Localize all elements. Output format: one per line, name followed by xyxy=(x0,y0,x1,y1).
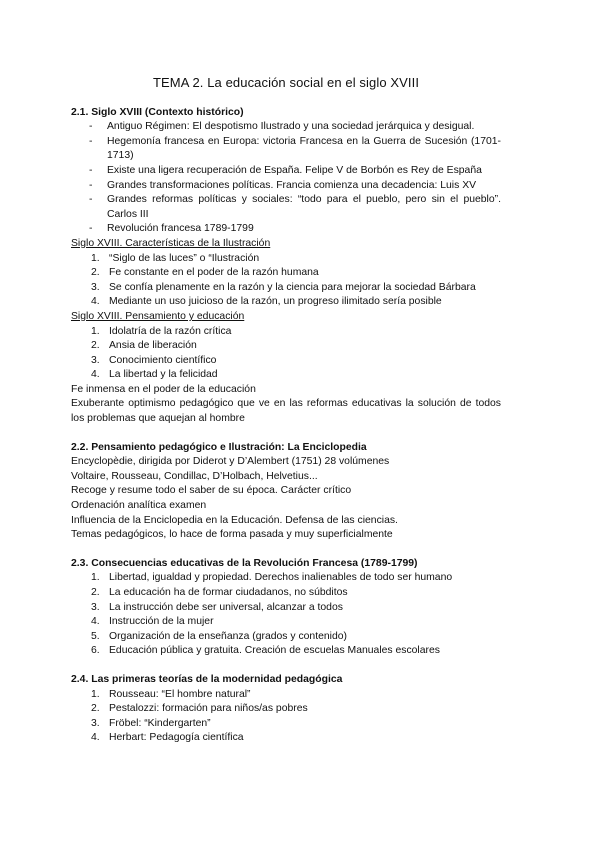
list-item: 6. Educación pública y gratuita. Creación de escuelas Manuales escolares xyxy=(91,645,440,657)
list-item: 2. La educación ha de formar ciudadanos, no súbditos xyxy=(91,587,348,598)
page-title: TEMA 2. La educación social en el siglo XVIII xyxy=(152,75,420,90)
ilustracion-list xyxy=(71,252,501,310)
list-item: 1. Idolatría de la razón crítica xyxy=(91,325,232,337)
subheading-pensamiento: Siglo XVIII. Pensamiento y educación xyxy=(71,310,245,322)
list-item: - Grandes transformaciones políticas. Francia comienza una decadencia: Luis XV xyxy=(71,179,501,194)
paragraph: Recoge y resume todo el saber de su época. Carácter crítico xyxy=(71,485,352,497)
list-item: 2. Fe constante en el poder de la razón humana xyxy=(91,267,319,279)
paragraph: Fe inmensa en el poder de la educación xyxy=(71,383,256,395)
paragraph: Exuberante optimismo pedagógico que ve en las reformas educativas la solución de todos los problemas que aquejan al hombre xyxy=(71,398,501,425)
pensamiento-list xyxy=(71,325,501,383)
list-item: 2. Pestalozzi: formación para niños/as pobres xyxy=(91,703,308,715)
section-heading: 2.4. Las primeras teorías de la modernidad pedagógica xyxy=(71,673,343,685)
teorias-list xyxy=(71,688,501,746)
list-item: 3. Se confía plenamente en la razón y la ciencia para mejorar la sociedad Bárbara xyxy=(91,281,476,293)
paragraph: Ordenación analítica examen xyxy=(71,500,207,512)
list-item: - Hegemonía francesa en Europa: victoria Francesa en la Guerra de Sucesión (1701-1713) xyxy=(71,135,501,164)
paragraph: Voltaire, Rousseau, Condillac, D’Holbach, Helvetius... xyxy=(71,470,318,482)
revolucion-list xyxy=(71,571,501,659)
paragraph: Influencia de la Enciclopedia en la Educación. Defensa de las ciencias. xyxy=(71,514,398,526)
list-item: 5. Organización de la enseñanza (grados y contenido) xyxy=(91,630,347,642)
section-2-2 xyxy=(71,441,501,543)
list-item: 1. Rousseau: “El hombre natural” xyxy=(91,688,251,700)
paragraph: Encyclopèdie, dirigida por Diderot y D’Alembert (1751) 28 volúmenes xyxy=(71,456,390,468)
list-item: 3. Conocimiento científico xyxy=(91,354,217,366)
list-item: 2. Ansia de liberación xyxy=(91,340,197,352)
section-heading: 2.1. Siglo XVIII (Contexto histórico) xyxy=(71,106,244,118)
list-item: 3. La instrucción debe ser universal, alcanzar a todos xyxy=(91,601,343,613)
section-heading: 2.3. Consecuencias educativas de la Revolución Francesa (1789-1799) xyxy=(71,557,418,569)
section-2-3 xyxy=(71,557,501,659)
list-item: - Existe una ligera recuperación de España. Felipe V de Borbón es Rey de España xyxy=(71,164,501,179)
section-heading: 2.2. Pensamiento pedagógico e Ilustración: La Enciclopedia xyxy=(71,441,367,453)
document-page xyxy=(71,76,501,760)
section-2-4 xyxy=(71,673,501,746)
list-item: 4. La libertad y la felicidad xyxy=(91,369,218,381)
list-item: - Antiguo Régimen: El despotismo Ilustrado y una sociedad jerárquica y desigual. xyxy=(71,120,501,135)
list-item: 4. Herbart: Pedagogía científica xyxy=(91,732,244,744)
list-item: 4. Mediante un uso juicioso de la razón, un progreso ilimitado sería posible xyxy=(91,296,442,308)
list-item: 4. Instrucción de la mujer xyxy=(91,616,214,628)
list-item: 3. Fröbel: “Kindergarten” xyxy=(91,717,211,729)
subheading-ilustracion: Siglo XVIII. Características de la Ilustración xyxy=(71,237,271,249)
list-item: 1. “Siglo de las luces” o “Ilustración xyxy=(91,252,260,264)
section-2-1 xyxy=(71,106,501,427)
list-item: - Grandes reformas políticas y sociales: “todo para el pueblo, pero sin el pueblo”. Carlos III xyxy=(71,193,501,222)
paragraph: Temas pedagógicos, lo hace de forma pasada y muy superficialmente xyxy=(71,529,393,541)
list-item: - Revolución francesa 1789-1799 xyxy=(71,222,501,237)
context-list xyxy=(71,120,501,237)
list-item: 1. Libertad, igualdad y propiedad. Derechos inalienables de todo ser humano xyxy=(91,572,453,584)
